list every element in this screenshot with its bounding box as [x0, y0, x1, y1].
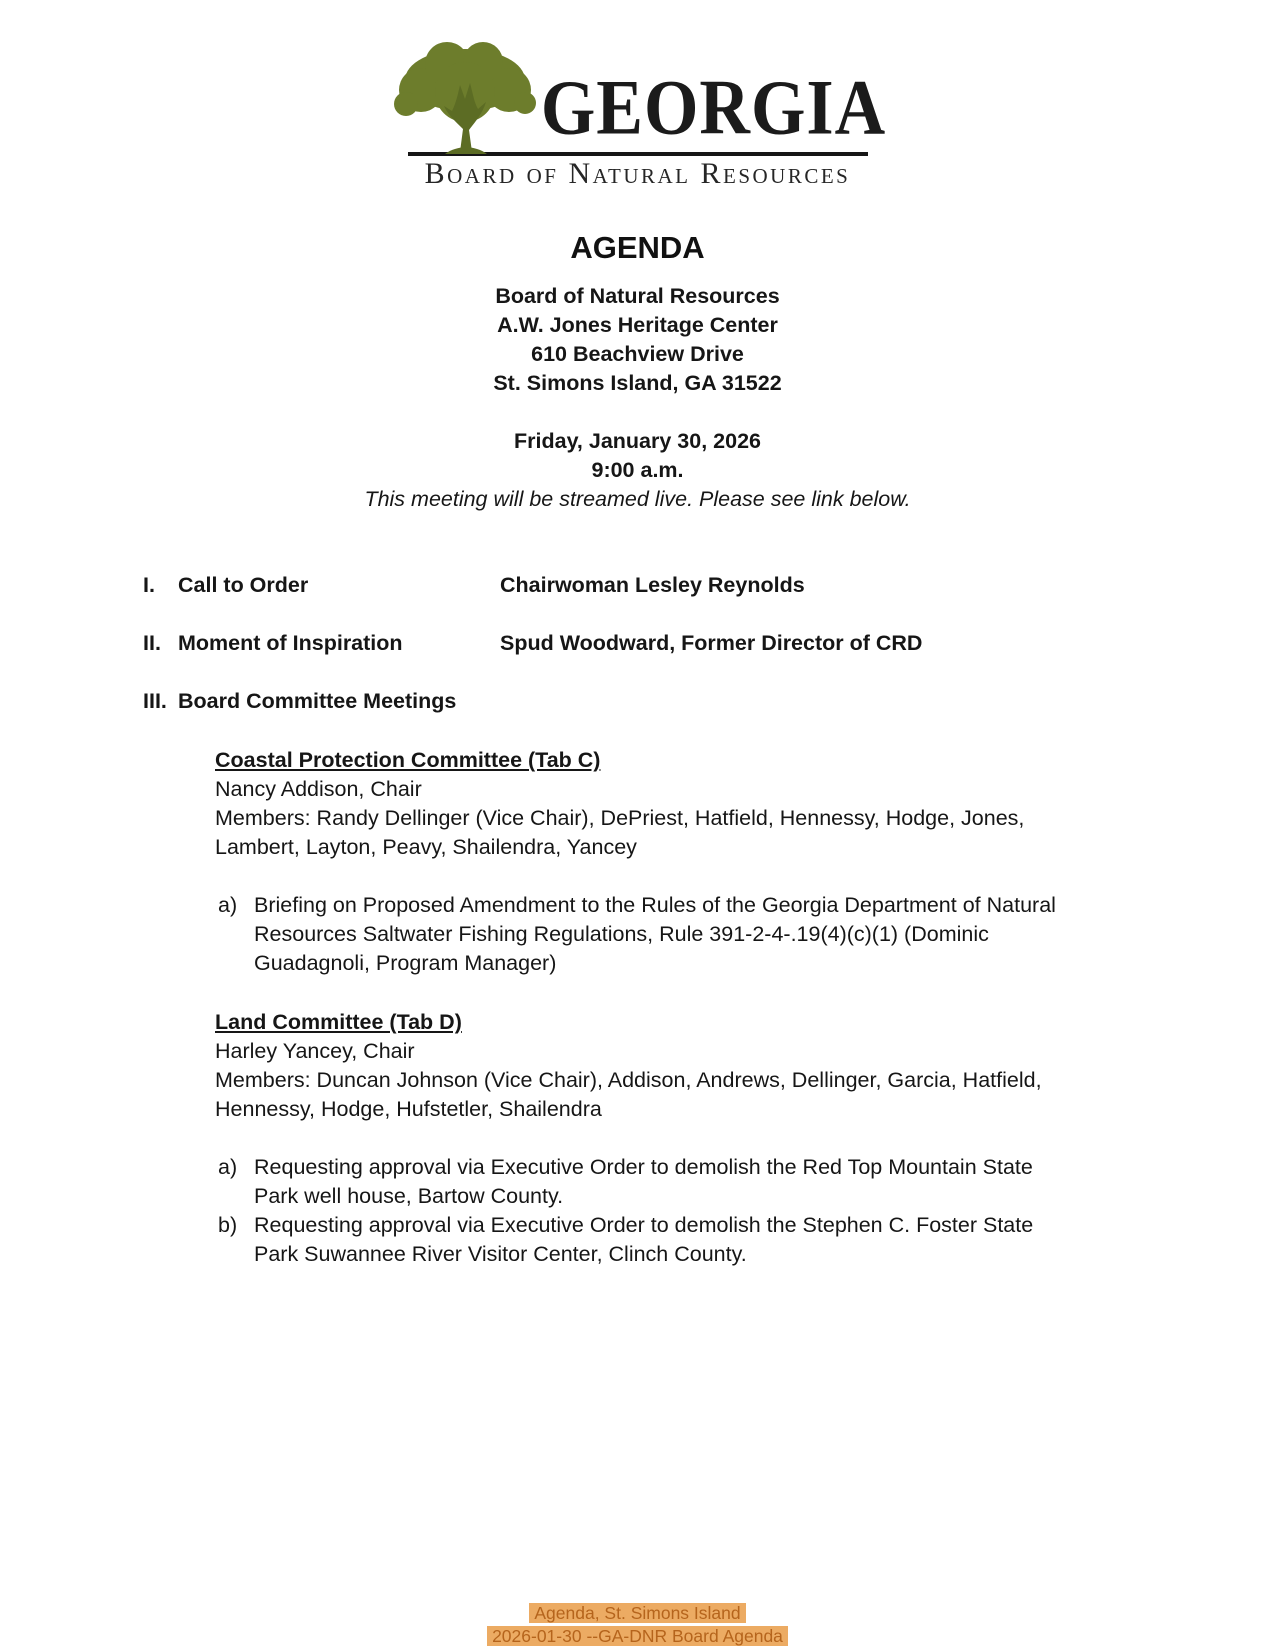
committee-name: Land Committee (Tab D)	[215, 1010, 462, 1034]
list-item-text: Requesting approval via Executive Order to demolish the Red Top Mountain State Park well house, Bartow County.	[254, 1155, 1033, 1208]
agenda-item-moment-of-inspiration	[0, 629, 1275, 658]
venue-org: Board of Natural Resources	[495, 284, 780, 308]
list-item-text: Briefing on Proposed Amendment to the Rules of the Georgia Department of Natural Resources Saltwater Fishing Regulations, Rule 391-2-4-.19(4)(c)(1) (Dominic Guadagnoli, Program Manager)	[254, 893, 1056, 975]
meeting-time: 9:00 a.m.	[591, 458, 684, 482]
item-speaker: Spud Woodward, Former Director of CRD	[500, 631, 923, 655]
venue-name: A.W. Jones Heritage Center	[497, 313, 778, 337]
venue-street: 610 Beachview Drive	[531, 342, 744, 366]
agenda-item-call-to-order	[0, 571, 1275, 600]
agenda-body	[0, 571, 1275, 1269]
list-item	[215, 1211, 1077, 1269]
committee-chair: Nancy Addison, Chair	[215, 777, 422, 801]
item-numeral: I.	[143, 573, 155, 597]
item-numeral: III.	[143, 689, 167, 713]
page-title: AGENDA	[570, 230, 705, 265]
item-numeral: II.	[143, 631, 161, 655]
venue-block	[0, 282, 1275, 398]
committee-chair: Harley Yancey, Chair	[215, 1039, 415, 1063]
committee-coastal-protection	[215, 746, 1077, 978]
logo	[408, 0, 887, 190]
list-item-marker: a)	[218, 1155, 238, 1179]
footer-line-2	[0, 1625, 1275, 1648]
logo-georgia-text: GEORGIA	[540, 65, 887, 152]
oak-tree-icon	[389, 36, 541, 154]
item-label: Moment of Inspiration	[178, 631, 403, 655]
committee-item-list	[215, 891, 1077, 978]
item-label: Board Committee Meetings	[178, 689, 457, 713]
datetime-block	[0, 427, 1275, 514]
streaming-note: This meeting will be streamed live. Please see link below.	[364, 487, 911, 511]
footer-highlight-2: 2026-01-30 --GA-DNR Board Agenda	[487, 1626, 788, 1646]
footer-highlight-1: Agenda, St. Simons Island	[529, 1603, 745, 1623]
logo-row	[408, 36, 887, 156]
committee-name: Coastal Protection Committee (Tab C)	[215, 748, 601, 772]
footer-line-1	[0, 1602, 1275, 1625]
committee-sections	[215, 746, 1077, 1269]
committee-land	[215, 1008, 1077, 1269]
list-item	[215, 891, 1077, 978]
item-label: Call to Order	[178, 573, 309, 597]
logo-tagline: Board of Natural Resources	[424, 157, 851, 190]
footer-annotation	[0, 1602, 1275, 1648]
meeting-date: Friday, January 30, 2026	[514, 429, 761, 453]
list-item-marker: b)	[218, 1213, 238, 1237]
list-item	[215, 1153, 1077, 1211]
committee-members: Members: Randy Dellinger (Vice Chair), DePriest, Hatfield, Hennessy, Hodge, Jones, Lambert, Layton, Peavy, Shailendra, Yancey	[215, 806, 1025, 859]
list-item-text: Requesting approval via Executive Order to demolish the Stephen C. Foster State Park Suwannee River Visitor Center, Clinch County.	[254, 1213, 1034, 1266]
venue-city: St. Simons Island, GA 31522	[493, 371, 782, 395]
agenda-item-board-committee-meetings	[0, 687, 1275, 716]
committee-item-list	[215, 1153, 1077, 1269]
committee-members: Members: Duncan Johnson (Vice Chair), Addison, Andrews, Dellinger, Garcia, Hatfield, Hennessy, Hodge, Hufstetler, Shailendra	[215, 1068, 1042, 1121]
item-speaker: Chairwoman Lesley Reynolds	[500, 573, 805, 597]
list-item-marker: a)	[218, 893, 238, 917]
